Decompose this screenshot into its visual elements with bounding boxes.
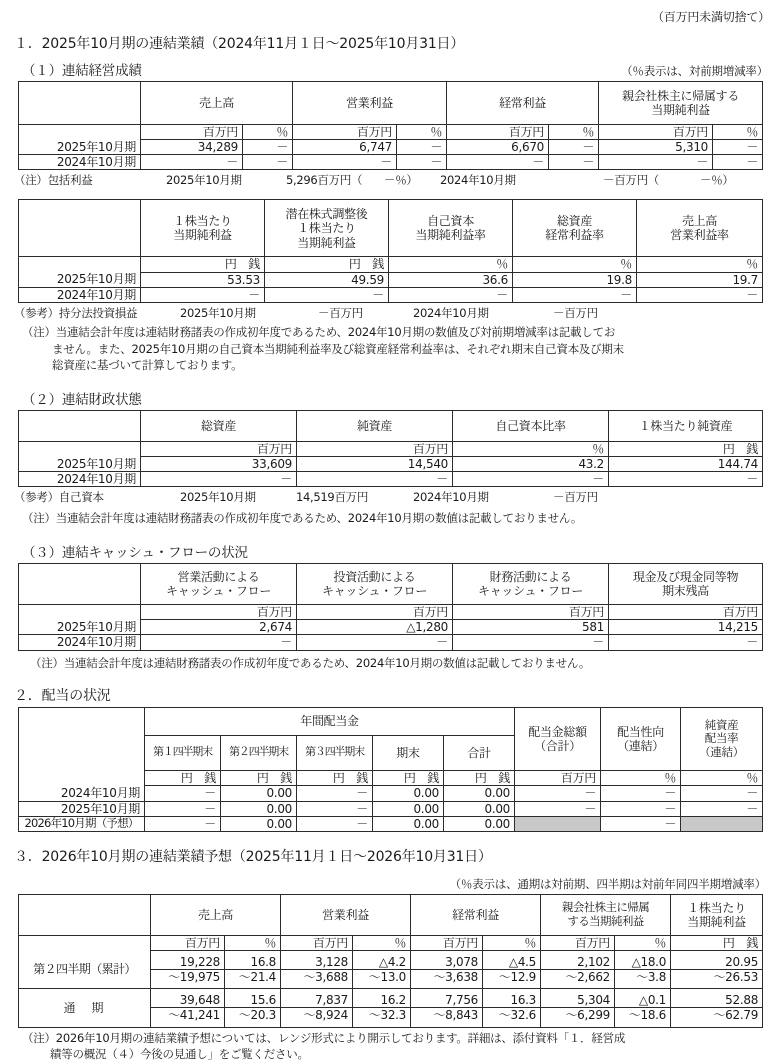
col-header-diluted-eps: 潜在株式調整後 １株当たり 当期純利益 [265, 200, 389, 257]
col-header-year-end: 期末 [373, 735, 444, 771]
col-header-q3-end: 第３四半期末 [297, 735, 373, 771]
col-header-annual-dividend-group: 年間配当金 [145, 708, 515, 735]
cell-financing-cf-2025: 581 [453, 620, 609, 635]
cell-net-sales-2024: － [141, 155, 243, 170]
section1-sub3-note-text: （注）当連結会計年度は連結財務諸表の作成初年度であるため、2024年10月期の数値は記載しておりません。 [30, 655, 591, 670]
table-cash-flow [18, 563, 763, 650]
unit-row-label-cell [19, 257, 141, 272]
cell-fc-ordinary-income-pct-q2-high: ～12.9 [483, 970, 541, 989]
rounding-note: （百万円未満切捨て） [651, 10, 770, 24]
table-row [19, 472, 763, 487]
cell-fc-net-income-q2-high: ～2,662 [541, 970, 615, 989]
table-row [19, 287, 763, 302]
cell-operating-income-2024: － [293, 155, 397, 170]
table-unit-row [19, 257, 763, 272]
cell-payout-ratio-2024: － [601, 786, 681, 801]
cell-fc-operating-income-pct-fy-low: 16.2 [353, 989, 411, 1008]
table-row [19, 457, 763, 472]
unit-net-income: 百万円 [541, 935, 615, 950]
table-unit-row [19, 441, 763, 456]
cell-div-q3-2024: － [297, 786, 373, 801]
cell-fc-net-sales-q2-low: 19,228 [151, 951, 225, 970]
cell-div-total-2025: 0.00 [444, 801, 515, 816]
equity-ref-line [0, 489, 778, 506]
table-row [19, 155, 763, 170]
cell-fc-ordinary-income-fy-high: ～8,843 [411, 1008, 483, 1027]
section3-title: ３．2026年10月期の連結業績予想（2025年11月１日～2026年10月31日） [14, 848, 492, 865]
cell-eps-2025: 53.53 [141, 272, 265, 287]
table-row-q2-top [19, 951, 763, 970]
unit-operating-income-pct: ％ [353, 935, 411, 950]
cell-net-income-2024: － [599, 155, 713, 170]
cell-doe-2025: － [681, 801, 763, 816]
cell-fc-ordinary-income-q2-high: ～3,638 [411, 970, 483, 989]
row-label-fy2025: 2025年10月期 [19, 801, 145, 816]
cell-fc-ordinary-income-pct-fy-low: 16.3 [483, 989, 541, 1008]
unit-ordinary-income: 百万円 [411, 935, 483, 950]
cell-net-sales-2025: 34,289 [141, 140, 243, 155]
col-header-net-income-attributable: 親会社株主に帰属 する当期純利益 [541, 894, 671, 935]
unit-operating-income: 百万円 [293, 125, 397, 140]
table-row [19, 620, 763, 635]
cell-div-yearend-2024: 0.00 [373, 786, 444, 801]
section1-sub2-title: （２）連結財政状態 [22, 391, 142, 408]
table-header-row [19, 200, 763, 257]
cell-bps-2024: － [609, 472, 763, 487]
em-prefix: （参考）持分法投資損益 [14, 305, 138, 320]
cell-net-sales-pct-2025: － [243, 140, 293, 155]
row-label-fy2024: 2024年10月期 [19, 786, 145, 801]
unit-total-assets: 百万円 [141, 441, 297, 456]
unit-cash-equivalents: 百万円 [609, 605, 763, 620]
cell-div-total-2026: 0.00 [444, 816, 515, 831]
cell-fc-net-sales-pct-q2-high: ～21.4 [225, 970, 281, 989]
cell-fc-operating-income-q2-high: ～3,688 [281, 970, 353, 989]
cell-fc-net-income-fy-high: ～6,299 [541, 1008, 615, 1027]
cell-eps-2024: － [141, 287, 265, 302]
cell-fc-operating-income-fy-low: 7,837 [281, 989, 353, 1008]
em-value1: －百万円 [318, 305, 363, 320]
ci-pct1: －％） [384, 173, 418, 188]
col-header-net-assets: 純資産 [297, 410, 453, 441]
cell-div-amount-2026 [515, 816, 601, 831]
table-unit-row [19, 771, 763, 786]
col-header-payout-ratio: 配当性向 （連結） [601, 708, 681, 771]
unit-eps: 円 銭 [141, 257, 265, 272]
cell-net-assets-2025: 14,540 [297, 457, 453, 472]
col-header-ordinary-income: 経常利益 [447, 82, 599, 125]
cell-div-q1-2026: － [145, 816, 221, 831]
unit-bps: 円 銭 [609, 441, 763, 456]
quarter-row-label-cell [19, 735, 145, 771]
table-row-fy-top [19, 989, 763, 1008]
unit-net-income-pct: ％ [615, 935, 671, 950]
cell-roa-2024: － [513, 287, 637, 302]
ci-value1: 5,296百万円（ [286, 173, 363, 188]
cell-fc-eps-q2-high: ～26.53 [671, 970, 763, 989]
em-period1: 2025年10月期 [180, 305, 256, 320]
unit-payout-ratio: ％ [601, 771, 681, 786]
cell-div-yearend-2025: 0.00 [373, 801, 444, 816]
em-period2: 2024年10月期 [413, 305, 489, 320]
table-per-share-metrics [18, 199, 763, 302]
cell-operating-cf-2024: － [141, 635, 297, 650]
cell-cash-equivalents-2025: 14,215 [609, 620, 763, 635]
cell-fc-net-income-pct-fy-low: △0.1 [615, 989, 671, 1008]
eq-prefix: （参考）自己資本 [14, 490, 104, 505]
cell-div-q2-2024: 0.00 [221, 786, 297, 801]
section1-sub2-note-text: （注）当連結会計年度は連結財務諸表の作成初年度であるため、2024年10月期の数値は記載しておりません。 [22, 511, 583, 526]
cell-fc-ordinary-income-fy-low: 7,756 [411, 989, 483, 1008]
table-row [19, 801, 763, 816]
row-label-fy2025: 2025年10月期 [19, 272, 141, 287]
cell-div-q2-2026: 0.00 [221, 816, 297, 831]
equity-method-line [0, 305, 778, 322]
cell-fc-eps-q2-low: 20.95 [671, 951, 763, 970]
unit-row-label-cell [19, 935, 151, 950]
cell-diluted-eps-2024: － [265, 287, 389, 302]
eq-value2: －百万円 [553, 490, 598, 505]
col-header-operating-income: 営業利益 [281, 894, 411, 935]
table-unit-row [19, 935, 763, 950]
col-header-dividend-on-equity: 純資産 配当率 （連結） [681, 708, 763, 771]
table-unit-row [19, 125, 763, 140]
cell-bps-2025: 144.74 [609, 457, 763, 472]
section1-note-1 [0, 324, 778, 374]
corner-cell [19, 82, 141, 125]
unit-net-assets: 百万円 [297, 441, 453, 456]
col-header-eps: １株当たり 当期純利益 [141, 200, 265, 257]
unit-operating-income-pct: ％ [397, 125, 447, 140]
comprehensive-income-line [0, 172, 778, 189]
cell-div-amount-2025: － [515, 801, 601, 816]
cell-fc-net-sales-fy-low: 39,648 [151, 989, 225, 1008]
table-row-forecast [19, 816, 763, 831]
cell-fc-net-sales-pct-fy-low: 15.6 [225, 989, 281, 1008]
unit-net-sales-pct: ％ [243, 125, 293, 140]
unit-q2: 円 銭 [221, 771, 297, 786]
row-label-fy2025: 2025年10月期 [19, 620, 141, 635]
cell-fc-eps-fy-low: 52.88 [671, 989, 763, 1008]
row-label-fy2024: 2024年10月期 [19, 472, 141, 487]
em-value2: －百万円 [553, 305, 598, 320]
cell-fc-net-sales-fy-high: ～41,241 [151, 1008, 225, 1027]
cell-fc-operating-income-pct-q2-low: △4.2 [353, 951, 411, 970]
section1-sub1-title: （１）連結経営成績 [22, 63, 142, 79]
cell-investing-cf-2024: － [297, 635, 453, 650]
cell-net-income-pct-2024: － [713, 155, 763, 170]
table-row [19, 786, 763, 801]
cell-operating-cf-2025: 2,674 [141, 620, 297, 635]
section1-note-line3: 総資産に基づいて計算しております。 [52, 358, 243, 373]
col-header-roe: 自己資本 当期純利益率 [389, 200, 513, 257]
table-row [19, 140, 763, 155]
unit-ordinary-income-pct: ％ [549, 125, 599, 140]
section1-note-line1: （注）当連結会計年度は連結財務諸表の作成初年度であるため、2024年10月期の数値及び対前期増減率は記載してお [22, 324, 616, 339]
corner-cell [19, 708, 145, 735]
table-header-row [19, 564, 763, 605]
row-label-fy2026-forecast: 2026年10月期（予想） [19, 816, 145, 831]
col-header-financing-cf: 財務活動による キャッシュ・フロー [453, 564, 609, 605]
section2-title: ２．配当の状況 [14, 688, 111, 705]
unit-operating-income: 百万円 [281, 935, 353, 950]
table-row [19, 272, 763, 287]
cell-fc-operating-income-q2-low: 3,128 [281, 951, 353, 970]
col-header-cash-equivalents: 現金及び現金同等物 期末残高 [609, 564, 763, 605]
cell-operating-margin-2024: － [637, 287, 763, 302]
col-header-equity-ratio: 自己資本比率 [453, 410, 609, 441]
cell-fc-net-sales-pct-fy-high: ～20.3 [225, 1008, 281, 1027]
col-header-operating-income: 営業利益 [293, 82, 447, 125]
ci-pct2: －％） [700, 173, 734, 188]
cell-div-total-2024: 0.00 [444, 786, 515, 801]
cell-fc-eps-fy-high: ～62.79 [671, 1008, 763, 1027]
unit-investing-cf: 百万円 [297, 605, 453, 620]
section1-sub3-note [0, 655, 778, 672]
cell-diluted-eps-2025: 49.59 [265, 272, 389, 287]
section1-title: １．2025年10月期の連結業績（2024年11月１日～2025年10月31日） [14, 36, 465, 52]
ci-period2: 2024年10月期 [440, 173, 516, 188]
unit-net-sales: 百万円 [151, 935, 225, 950]
cell-cash-equivalents-2024: － [609, 635, 763, 650]
cell-equity-ratio-2025: 43.2 [453, 457, 609, 472]
table-dividends [18, 707, 763, 832]
unit-row-label-cell [19, 771, 145, 786]
cell-operating-income-pct-2024: － [397, 155, 447, 170]
unit-net-income: 百万円 [599, 125, 713, 140]
cell-div-q1-2025: － [145, 801, 221, 816]
unit-row-label-cell [19, 125, 141, 140]
ci-prefix: （注）包括利益 [14, 173, 93, 188]
ci-value2: －百万円（ [603, 173, 659, 188]
cell-net-income-pct-2025: － [713, 140, 763, 155]
table-header-row [19, 410, 763, 441]
cell-div-q3-2025: － [297, 801, 373, 816]
col-header-q1-end: 第１四半期末 [145, 735, 221, 771]
cell-fc-net-sales-pct-q2-low: 16.8 [225, 951, 281, 970]
cell-fc-net-income-q2-low: 2,102 [541, 951, 615, 970]
cell-operating-income-pct-2025: － [397, 140, 447, 155]
row-label-fy2025: 2025年10月期 [19, 140, 141, 155]
cell-fc-net-sales-q2-high: ～19,975 [151, 970, 225, 989]
cell-operating-income-2025: 6,747 [293, 140, 397, 155]
row-label-fy2024: 2024年10月期 [19, 155, 141, 170]
section3-pct-note: （％表示は、通期は対前期、四半期は対前年同四半期増減率） [449, 876, 766, 891]
table-forecast [18, 894, 763, 1028]
unit-eps: 円 銭 [671, 935, 763, 950]
corner-cell [19, 564, 141, 605]
section1-note-line2: ません。また、2025年10月期の自己資本当期純利益率及び総資産経常利益率は、それぞれ期末自己資本及び期末 [52, 341, 624, 356]
col-header-operating-margin: 売上高 営業利益率 [637, 200, 763, 257]
cell-div-q2-2025: 0.00 [221, 801, 297, 816]
cell-net-assets-2024: － [297, 472, 453, 487]
cell-investing-cf-2025: △1,280 [297, 620, 453, 635]
unit-operating-margin: ％ [637, 257, 763, 272]
eq-value1: 14,519百万円 [296, 490, 369, 505]
unit-net-sales: 百万円 [141, 125, 243, 140]
unit-operating-cf: 百万円 [141, 605, 297, 620]
col-header-net-sales: 売上高 [141, 82, 293, 125]
cell-ordinary-income-2025: 6,670 [447, 140, 549, 155]
col-header-net-income-attributable: 親会社株主に帰属する 当期純利益 [599, 82, 763, 125]
cell-payout-ratio-2025: － [601, 801, 681, 816]
section1-sub1-pct-note: （％表示は、対前期増減率） [621, 64, 768, 78]
eq-period1: 2025年10月期 [180, 490, 256, 505]
cell-fc-operating-income-pct-q2-high: ～13.0 [353, 970, 411, 989]
table-header-row [19, 894, 763, 935]
section3-note-line2: 績等の概況（４）今後の見通し」をご覧ください。 [50, 1047, 309, 1062]
section1-sub1-header [0, 59, 778, 79]
cell-doe-2026 [681, 816, 763, 831]
unit-total-dividends: 百万円 [515, 771, 601, 786]
cell-total-assets-2024: － [141, 472, 297, 487]
cell-div-yearend-2026: 0.00 [373, 816, 444, 831]
unit-financing-cf: 百万円 [453, 605, 609, 620]
cell-fc-ordinary-income-pct-q2-low: △4.5 [483, 951, 541, 970]
cell-fc-operating-income-fy-high: ～8,924 [281, 1008, 353, 1027]
row-label-fy2024: 2024年10月期 [19, 287, 141, 302]
cell-div-amount-2024: － [515, 786, 601, 801]
unit-row-label-cell [19, 441, 141, 456]
row-label-full-year: 通 期 [19, 989, 151, 1027]
table-unit-row [19, 605, 763, 620]
unit-net-income-pct: ％ [713, 125, 763, 140]
table-row [19, 635, 763, 650]
col-header-total-dividends: 配当金総額 （合計） [515, 708, 601, 771]
col-header-total: 合計 [444, 735, 515, 771]
row-label-q2-cumulative: 第２四半期（累計） [19, 951, 151, 989]
unit-diluted-eps: 円 銭 [265, 257, 389, 272]
cell-fc-operating-income-pct-fy-high: ～32.3 [353, 1008, 411, 1027]
cell-fc-net-income-pct-q2-high: ～3.8 [615, 970, 671, 989]
section3-note-line1: （注）2026年10月期の連結業績予想については、レンジ形式により開示しております。詳細は、添付資料「１．経営成 [22, 1030, 626, 1045]
cell-ordinary-income-2024: － [447, 155, 549, 170]
col-header-total-assets: 総資産 [141, 410, 297, 441]
cell-fc-ordinary-income-q2-low: 3,078 [411, 951, 483, 970]
table-financial-position [18, 410, 763, 487]
cell-roe-2025: 36.6 [389, 272, 513, 287]
table-consolidated-results [18, 81, 763, 170]
section1-sub2-note [0, 510, 778, 527]
eq-period2: 2024年10月期 [413, 490, 489, 505]
cell-div-q3-2026: － [297, 816, 373, 831]
cell-financing-cf-2024: － [453, 635, 609, 650]
cell-operating-margin-2025: 19.7 [637, 272, 763, 287]
cell-fc-net-income-pct-fy-high: ～18.6 [615, 1008, 671, 1027]
unit-row-label-cell [19, 605, 141, 620]
unit-year-end: 円 銭 [373, 771, 444, 786]
corner-cell [19, 894, 151, 935]
unit-roa: ％ [513, 257, 637, 272]
cell-doe-2024: － [681, 786, 763, 801]
unit-ordinary-income-pct: ％ [483, 935, 541, 950]
ci-period1: 2025年10月期 [166, 173, 242, 188]
cell-roa-2025: 19.8 [513, 272, 637, 287]
cell-ordinary-income-pct-2024: － [549, 155, 599, 170]
section3-note [0, 1030, 778, 1063]
col-header-eps: １株当たり 当期純利益 [671, 894, 763, 935]
unit-q1: 円 銭 [145, 771, 221, 786]
unit-net-sales-pct: ％ [225, 935, 281, 950]
unit-q3: 円 銭 [297, 771, 373, 786]
unit-roe: ％ [389, 257, 513, 272]
section1-sub3-title: （３）連結キャッシュ・フローの状況 [22, 545, 248, 562]
cell-net-sales-pct-2024: － [243, 155, 293, 170]
col-header-ordinary-income: 経常利益 [411, 894, 541, 935]
cell-payout-ratio-2026: － [601, 816, 681, 831]
col-header-roa: 総資産 経常利益率 [513, 200, 637, 257]
cell-fc-net-income-fy-low: 5,304 [541, 989, 615, 1008]
col-header-net-sales: 売上高 [151, 894, 281, 935]
corner-cell [19, 410, 141, 441]
cell-total-assets-2025: 33,609 [141, 457, 297, 472]
cell-equity-ratio-2024: － [453, 472, 609, 487]
cell-ordinary-income-pct-2025: － [549, 140, 599, 155]
cell-div-q1-2024: － [145, 786, 221, 801]
cell-fc-ordinary-income-pct-fy-high: ～32.6 [483, 1008, 541, 1027]
unit-total: 円 銭 [444, 771, 515, 786]
cell-fc-net-income-pct-q2-low: △18.0 [615, 951, 671, 970]
cell-net-income-2025: 5,310 [599, 140, 713, 155]
unit-equity-ratio: ％ [453, 441, 609, 456]
col-header-bps: １株当たり純資産 [609, 410, 763, 441]
col-header-operating-cf: 営業活動による キャッシュ・フロー [141, 564, 297, 605]
corner-cell [19, 200, 141, 257]
cell-roe-2024: － [389, 287, 513, 302]
unit-doe: ％ [681, 771, 763, 786]
row-label-fy2025: 2025年10月期 [19, 457, 141, 472]
col-header-q2-end: 第２四半期末 [221, 735, 297, 771]
col-header-investing-cf: 投資活動による キャッシュ・フロー [297, 564, 453, 605]
table-header-row [19, 82, 763, 125]
table-header-row-top [19, 708, 763, 735]
unit-ordinary-income: 百万円 [447, 125, 549, 140]
row-label-fy2024: 2024年10月期 [19, 635, 141, 650]
